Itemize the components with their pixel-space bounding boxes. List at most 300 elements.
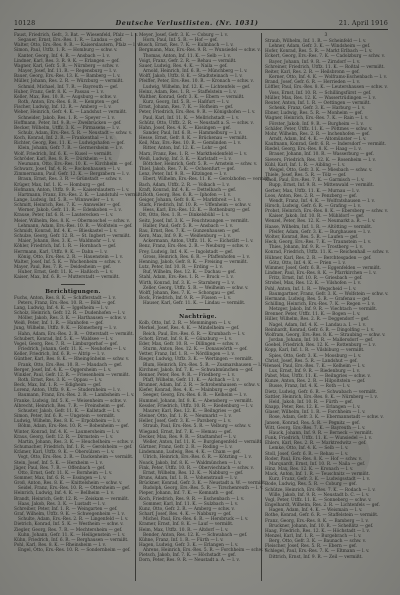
entry-line: Schenk, Franz, Gefr. 3. K. — Harburg — l. v. xyxy=(269,106,366,112)
entry-line: Schmid, Michael, Inf. 7. R. — Bayreuth — gef. xyxy=(18,84,119,90)
entry-line: Brand, Josef, Gefr. 6. R. — Herrieden — l. v. xyxy=(265,80,361,86)
entry-line: Benz, Franz, Ers.-Res. 2. R. — Neuburg — schw. v. xyxy=(139,244,249,250)
entry-line: Stein, Josef, Inf. 5. K. — Herxheim — l. v. xyxy=(14,460,103,466)
entry-line: Haller, Paul, Gefr. 5. R. — Ansbach — l. v. xyxy=(143,223,234,229)
entry-line: Becker, Wilhelm, Utffz. 3. K. — Pirmasens — l. v. xyxy=(14,125,120,131)
entry-line: Hübner, Karl, Res. 2. R. — Berchtesgaden — gef. xyxy=(265,255,372,261)
entry-line: Fink, Peter, Utffz. 10. R. — Oberviechtach — schw. v. xyxy=(139,465,254,471)
entry-line: Böhm, Adam, Ers.-Res. 10. R. — Bobenheim — gef. xyxy=(18,424,129,430)
entry-line: Wagner, Karl, Gefr. 5. R. — Nürnberg — schw. v. xyxy=(14,63,119,69)
entry-line: Kiefer, Konrad, Res. 4. K. — Mainburg — gef. xyxy=(139,388,238,394)
entry-line: Huber, Franz, Gefr. 8. K. — Passau — l. v. xyxy=(14,89,104,95)
entry-line: Hoffmann, Peter, Inf. 9. R. — Zweibrücken — gef. xyxy=(14,120,122,126)
entry-line: Dittrich, Ernst, Inf. 9. R. — Zeil — vermißt. xyxy=(269,554,363,560)
entry-line: Lindner, Paul, Ers.-Res. 8. K. — Pfarrkirchen — l. v. xyxy=(265,271,377,277)
entry-line: Kraft, Konrad, Inf. 4. K. — Dettelbach — gef. xyxy=(139,187,237,193)
entry-line: Wirth, Konrad, Inf. 3. K. — Starnberg — l. v. xyxy=(139,280,235,286)
entry-line: Horn, Paul, Inf. 5. R. — Hof — gef. xyxy=(143,38,218,44)
entry-line: Reich, Paul, Ers.-Res. 6. R. — Krumbach — l. v. xyxy=(143,331,246,337)
entry-line: Ruf, Wilhelm, Res. 12. K. — Dachau — gef. xyxy=(143,270,236,276)
entry-line: Mayer, Paul, Res. 7. R. — Deidesheim — gef. xyxy=(14,265,111,271)
entry-line: Sauer, Ludwig, Res. 4. K. — Naila — gef. xyxy=(139,63,228,69)
entry-line: Roth, Ernst, Res. 3. K. — Oppau — l. v. xyxy=(18,378,103,383)
entry-line: Pieper, Johann, Inf. 7. K. — Kemnath — gef. xyxy=(139,491,234,497)
entry-line: Roth, Georg, Res. 6. R. — Iphofen — l. v. xyxy=(143,192,232,198)
entry-line: Rupp, Ernst, Inf. 9. R. — Mittenwald — vermißt. xyxy=(269,183,374,189)
entry-line: Nagel, Adam, Inf. 4. K. — Landau a. I. — l. v. xyxy=(269,322,367,328)
entry-line: Schumacher, Friedrich, Inf. 1. R. — Gerolsheim — gef. xyxy=(14,445,133,451)
entry-line: Berger, Josef, Inf. 4. K. — Oggersheim — l. v. xyxy=(14,367,112,373)
entry-line: Ritter, Anton, Inf. 12. K. — Lohr — gef. xyxy=(143,146,228,152)
entry-line: Müller, Johann, Res. 2. R. — Würzburg — vermißt. xyxy=(14,79,124,85)
entry-line: Kolb, Otto, Inf. 2. R. — Memmingen — l. v. xyxy=(139,321,232,327)
entry-line: Riedel, Georg, Ers.-Res. 8. K. — Haag — l. v. xyxy=(265,147,362,153)
entry-line: Blum, Heinrich, Ers.-Res. 5. R. — Zusmarshausen — l. v. xyxy=(143,362,266,368)
entry-line: Wagner, Heinrich, Ers.-Res. 7. K. — Rain — l. v. xyxy=(265,116,369,122)
entry-line: Decker, Max, Res. 9. R. — Stadtamhof — l. v. xyxy=(139,434,237,440)
entry-line: Weigel, Otto, Gefr. 3. K. — Miesbach — schw. v. xyxy=(269,167,373,173)
entry-line: Hauck, Johann, Inf. 9. R. — Berneck — vermißt. xyxy=(269,430,373,436)
entry-line: Stoll, Josef, Gefr. 6. R. — Rehau — l. v. xyxy=(265,451,349,457)
entry-line: Goebel, Friedrich, Res. 12. K. — Rottenburg — l. v. xyxy=(265,343,376,349)
entry-line: Winter, Konrad, Inf. 4. K. — Laumersheim — l. v. xyxy=(14,429,120,435)
entry-line: Frank, Otto, Ers.-Res. 10. R. — Maudach — gef. xyxy=(18,362,123,368)
entry-line: Albrecht, Heinrich, Res. 7. R. — Freinsheim — gef. xyxy=(14,403,125,409)
entry-line: Graf, Wilhelm, Utffz. 9. K. — Schwegenheim — l. v. xyxy=(14,512,125,518)
entry-line: Knoll, Paul, Ers.-Res. 7. K. — Garmisch — l. v. xyxy=(265,178,365,184)
entry-line: Weller, Anton, Inf. 11. K. — Burglengenfeld — vermißt. xyxy=(143,439,263,445)
entry-line: Ott, Otto, Res. 1. R. — Dinkelsbühl — l. v. xyxy=(139,213,230,219)
entry-line: Dorn, Peter, Res. 9. R. — Neustadt a. A. — l. v. xyxy=(139,558,240,564)
entry-line: Haas, Jakob, Res. 3. K. — Lustadt — l. v. xyxy=(18,501,106,507)
entry-line: Stahl, Adam, Ers.-Res. 1. R. — Bruck — l. v. xyxy=(139,275,234,281)
entry-line: Wimmer, Josef, Gefr. 6. R. — Eggenfelden — vermißt. xyxy=(265,265,381,271)
entry-line: Winkler, Paul, Gefr. 12. R. — Friesenheim — vermißt. xyxy=(14,372,130,378)
entry-line: Stark, Friedrich, Inf. 10. R. — Uffenheim — schw. v. xyxy=(139,203,252,209)
entry-line: Voigt, Franz, Gefr. 2. R. — Rehau — vermißt. xyxy=(139,58,237,64)
entry-line: Maier, Johann, Res. 3. K. — Waldmohr — l. v. xyxy=(18,239,116,245)
entry-line: Sturm, Anton, Res. 12. K. — Donauwörth — gef. xyxy=(143,347,248,353)
entry-line: Mayer, Josef, Inf. 11. R. — Regensburg — l. v. xyxy=(18,69,117,75)
entry-line: Brunner, Adam, Inf. 2. R. — Schrobenhausen — schw. v. xyxy=(139,383,261,389)
entry-line: Brückner, Konrad, Gefr. 3. K. — Neustadt a. W. — vermißt. xyxy=(139,481,267,487)
entry-line: Wolff, Johann, Res. 7. K. — Schongau — gef. xyxy=(139,290,236,296)
entry-line: Neumann, Otto, Ers.-Res. 10. K. — Kirchheim — gef. xyxy=(18,161,133,167)
entry-line: Bergmann, Max, Ers.-Res. 9. R. — Wunsiedel — schw. v. xyxy=(139,48,261,54)
entry-line: Rudolph, Georg, Ers.-Res. 5. R. — Tirschenreuth — l. v. xyxy=(143,486,264,492)
entry-line: Otto, Ernst, Gefr. 11. K. — Bornheim — l. v. xyxy=(18,470,113,476)
entry-line: Kramer, Ernst, Inf. 8. K. — Lauf — vermißt. xyxy=(139,522,234,528)
entry-line: Simon, Peter, Inf. 6. R. — Ungstein — vermißt. xyxy=(14,414,116,420)
entry-line: Arnold, Heinrich, Inf. 6. R. — Münchberg — l. v. xyxy=(143,69,248,75)
entry-line: Wendt, Franz, Inf. 4. K. — Wolfratshausen — l. v. xyxy=(269,198,375,204)
entry-line: Reiter, Karl, Res. 2. R. — Heilsbronn — gef. xyxy=(265,69,360,75)
entry-line: Wolfram, Georg, Ers.-Res. 8. K. — Straubing — schw. v. xyxy=(265,332,386,338)
entry-line: Hermann, Ludwig, Res. 5. R. — Grafenau — gef. xyxy=(265,296,371,302)
entry-line: Brauer, Johann, Inf. 10. R. — Wasserburg — gef. xyxy=(269,152,374,158)
entry-line: Baumann, Franz, Ers.-Res. 2. R. — Lambsheim — l. v. xyxy=(18,393,135,399)
entry-line: Knapp, Peter, Res. 12. K. — Erlangen — l. v. xyxy=(265,405,361,411)
entry-line: Seitz, Josef, Inf. 3. K. — Feuchtwangen — vermißt. xyxy=(139,218,250,224)
entry-line: Lenz, Peter, Inf. 9. R. — Kitzingen — l. v. xyxy=(139,172,227,178)
entry-line: Brandt, Heinrich, Gefr. 12. R. — Zeiskam — vermißt. xyxy=(14,496,130,502)
entry-line: Lux, Ernst, Inf. 9. R. — Riedenburg — l. v. xyxy=(269,369,361,374)
entry-line: Brenner, Peter, Utffz. 11. K. — Bogen — l. v. xyxy=(265,312,361,318)
entry-line: Vogel, Georg, Res. 7. R. — Limburgerhof — gef. xyxy=(14,341,118,347)
entry-line: Löffler, Paul, Ers.-Res. 8. K. — Leutershausen — schw. v. xyxy=(265,85,388,91)
entry-line: Busch, Ernst, Res. 7. K. — Kulmbach — l. v. xyxy=(139,43,234,49)
entry-line: Schmitt, Heinrich, Res. 7. K. — Annweiler — gef. xyxy=(14,203,121,209)
entry-line: Voss, Ernst, Inf. 10. R. — Schillingsfürst — gef. xyxy=(269,90,372,96)
entry-line: Schulz, Adam, Ers.-Res. 5. R. — Neustadt — schw. v. xyxy=(18,130,133,136)
entry-line: Schott, Ernst, Inf. 8. K. — Günzburg — l. v. xyxy=(139,336,233,342)
entry-line: Haag, Friedrich, Res. 12. K. — Höchstadt — l. v. xyxy=(265,528,370,534)
entry-line: Noack, Jakob, Inf. 8. K. — Waldmünchen — l. v. xyxy=(139,460,242,466)
entry-line: Pfaff, Wilhelm, Gefr. 11. K. — Aichach — l. v. xyxy=(143,378,240,383)
entry-line: Bock, Friedrich, Inf. 9. R. — Füssen — l. v. xyxy=(139,295,232,301)
entry-line: Hagen, Ludwig, Gefr. 3. K. — Erlangen — l. v. xyxy=(139,543,239,548)
entry-line: Schuster, Jakob, Gefr. 11. K. — Kallstadt — l. v. xyxy=(18,408,121,414)
entry-line: Arndt, Adam, Inf. 4. K. — Altomünster — l. v. xyxy=(269,136,367,142)
issue-date: 21. April 1916 xyxy=(338,19,388,27)
entry-line: Hesse, Ernst, Gefr. 8. K. — Brückenau — vermißt. xyxy=(139,136,248,142)
entry-line: Scharf, Josef, Res. 4. K. — Nabburg — gef. xyxy=(139,512,232,518)
entry-line: Pfeiffer, Peter, Ers.-Res. 10. R. — Kronach — schw. v. xyxy=(139,79,254,85)
entry-line: Hauser, Karl, Gefr. 11. K. — Lindau — vermißt. xyxy=(143,301,246,307)
entry-line: Böttcher, Heinrich, Gefr. 5. R. — Arnstein — schw. v. xyxy=(143,161,258,167)
entry-line: Kern, Max, Inf. 9. R. — Weißenburg — l. v. xyxy=(139,234,231,240)
entry-line: Maurer, Karl, Res. 12. K. — Beilngries — gef. xyxy=(143,408,242,414)
entry-line: Ludwig, Wilhelm, Inf. 12. K. — Lichtenfels — gef. xyxy=(143,84,251,90)
entry-line: Henning, Jakob, Gefr. 8. K. — Freising — vermißt. xyxy=(139,259,248,265)
entry-line: Friedrich, Johann, Gefr. 11. K. — Neuhofen — l. v. xyxy=(18,347,127,353)
entry-line: Christ, Josef, Res. 5. R. — Landshut — gef. xyxy=(265,358,358,364)
entry-line: Thies, Johann, Inf. 9. R. — Trostberg — l. v. xyxy=(269,245,364,251)
entry-line: Sommer, Max, Inf. 6. R. — Essingen — l. v. xyxy=(14,475,107,481)
page-number: 10128 xyxy=(14,19,36,27)
entry-line: Schmidt, Konrad, Inf. 4. K. — Blieskastel — l. v. xyxy=(14,228,118,234)
entry-line: Rose, Adam, Gefr. 3. K. — Ebermannstadt — schw. v. xyxy=(269,415,384,421)
entry-line: Schröder, Karl, Res. 8. R. — Dürkheim — l. v. xyxy=(14,156,113,162)
entry-line: Ernst, Johann, Res. 7. K. — Hofheim — gef. xyxy=(139,105,234,111)
entry-line: Faust, Friedrich, Gefr., 3. Bat. — Wiesenfeld, Pfalz — l. v. xyxy=(14,33,139,38)
entry-line: Paul, Karl, Inf. 11. K. — Mellrichstadt — l. v. xyxy=(143,115,240,121)
entry-line: Hahn, Adam, Ers.-Res. 2. R. — Otterstadt — vermißt. xyxy=(18,331,134,337)
entry-line: Walter, Otto, Ers.-Res. 9. R. — Kaiserslautern, Pfalz — l. v. xyxy=(14,43,141,49)
entry-line: Simon, Paul, Utffz. 1. R. — Homburg — schw. v. xyxy=(14,48,118,54)
entry-line: Bauer, Georg, Ers.-Res. 13. K. — Bamberg — l. v. xyxy=(14,74,121,80)
entry-line: Loos, Anton, Res. 2. R. — Penzberg — gef. xyxy=(265,193,357,199)
entry-line: Hinz, Max, Res. 12. K. — Kronach — l. v. xyxy=(265,466,354,472)
entry-line: Peter, Friedrich, Ers.-Res. 9. R. — Königshofen — l. v. xyxy=(139,110,256,116)
entry-line: Held, Jakob, Inf. 10. R. — Fürth — gef. xyxy=(269,399,353,405)
entry-line: Rieger, Ludwig, Utffz. 3. K. — Wertingen — vermißt. xyxy=(139,357,254,363)
entry-line: Braun, Ernst, Res. 3. R. — Grünstadt — schw. v. xyxy=(18,177,123,183)
entry-line: Scholz, Heinrich, Gefr. 12. R. — Dudenhofen — l. v. xyxy=(14,310,126,316)
entry-line: Roder, Paul, Ers.-Res. 8. K. — Hof — schw. v. xyxy=(265,456,363,462)
entry-line: Bruckner, Johann, Inf. 10. R. — Scheßlitz — gef. xyxy=(269,523,374,529)
column-divider xyxy=(261,33,262,581)
entry-line: Götz, Otto, Inf. 4. K. — Prien — l. v. xyxy=(269,260,346,266)
entry-line: Hofer, Konrad, Res. 5. R. — Markt Erlbach — l. v. xyxy=(265,49,373,55)
entry-line: Steiner, Otto, Inf. 1. R. — Neumarkt — l. v. xyxy=(139,414,232,420)
entry-line: Michel, Paul, Ers.-Res. 6. R. — Hersbruck — l. v. xyxy=(143,517,249,523)
column-index-number: 3 xyxy=(324,33,328,38)
entry-line: Heller, Josef, Gefr. 3. K. — Parsberg — l. v. xyxy=(139,419,232,425)
entry-line: Reuter, Anton, Inf. 1. R. — Oettingen — vermißt. xyxy=(265,100,371,106)
entry-line: Merkel, Josef, Res. 4. K. — Mindelheim — gef. xyxy=(139,326,240,332)
entry-line: Lorenz, Anton, Utffz. 9. K. — Studernheim — l. v. xyxy=(14,388,121,394)
entry-line: Kanter, Georg, Inf. 4. R. — Ansbach — l. v. xyxy=(18,53,110,59)
publication-title: Deutsche Verlustlisten. (Nr. 1031) xyxy=(115,19,259,27)
entry-line: Meyer, Josef, Gefr. 3. K. — Coburg — l. v. xyxy=(139,33,229,38)
entry-line: Ziegler, Georg, Res. 7. R. — Mechtersheim — gef. xyxy=(14,527,123,533)
entry-line: Sattler, Heinrich, Ers.-Res. 8. K. — Nürnberg — l. v. xyxy=(265,394,378,400)
entry-line: Pietsch, Jakob, Inf. 7. K. — Höchstadt — gef. xyxy=(139,553,236,559)
entry-line: Wille, Jakob, Inf. 9. R. — Neustadt b. C. — l. v. xyxy=(269,492,370,498)
entry-line: Heim, Max, Utffz. 10. R. — Altdorf — l. v. xyxy=(139,527,229,533)
entry-line: Franke, Ludwig, Inf. 5. K. — Weisenheim — schw. v. xyxy=(14,398,127,404)
entry-line: Straub, Paul, Ers.-Res. 5. R. — Velburg — schw. v. xyxy=(143,424,252,430)
entry-line: Müller, Max, Res. 12. K. — Wassertrüdingen — l. v. xyxy=(265,95,376,101)
entry-line: Kopp, Karl, Inf. 1. R. — Vilsbiburg — vermißt. xyxy=(265,348,365,354)
entry-line: Ebert, Wilhelm, Ers.-Res. 11. K. — Gerolzhofen — vermißt. xyxy=(143,177,272,183)
section-title: Berichtigungen. xyxy=(45,288,101,295)
header-rule xyxy=(14,29,388,30)
entry-line: Keller, Friedrich, Inf. 6. R. — Altrip — l. v. xyxy=(14,352,105,358)
entry-line: Strobel, Max, Res. 12. K. — Vilshofen — l. v. xyxy=(265,281,361,287)
entry-line: Herrmann, Karl, Utffz. 9. K. — Dahn — l. v. xyxy=(14,249,108,255)
entry-line: Eckert, Georg, Ers.-Res. 7. K. — Cadolzburg — schw. v. xyxy=(265,54,386,60)
entry-line: Lindemann, Ludwig, Res. 4. K. — Cham — gef. xyxy=(139,450,241,456)
entry-line: Heck, Georg, Ers.-Res. 7. K. — Traunstein — l. v. xyxy=(265,240,372,246)
entry-line: Metzger, Jakob, Inf. 9. R. — Viechtach — vermißt. xyxy=(269,307,378,313)
entry-line: Hiller, Wilhelm, Res. 2. R. — Deggendorf — gef. xyxy=(265,317,370,323)
entry-line: Lemke, Otto, Inf. 4. K. — Selb — l. v. xyxy=(269,446,349,452)
entry-line: Thiele, Josef, Res. 5. R. — Tölz — gef. xyxy=(265,173,347,179)
entry-line: Zimmermann, Paul, Gefr. 12. K. — Bergzabern — l. v. xyxy=(14,172,130,178)
entry-line: Pfeifer, Adam, Gefr. 3. K. — Burghausen — l. v. xyxy=(269,229,371,235)
entry-line: Hummel, Johann, Inf. 8. K. — Abensberg — vermißt. xyxy=(139,398,253,404)
entry-line: Jäger, Paul, Res. 7. R. — Offenbach — gef. xyxy=(14,465,106,471)
entry-line: Hensel, Paul, Ers.-Res. 7. K. — Kelheim — l. v. xyxy=(265,363,366,369)
entry-line: Zeller, Georg, Utffz. 5. R. — Weilheim — schw. v. xyxy=(143,285,249,291)
entry-line: Marx, Franz, Res. 1. R. — Marktheidenfeld — l. v. xyxy=(139,151,248,157)
entry-line: Gross, Heinrich, Res. 6. R. — Pfaffenhofen — l. v. xyxy=(143,254,250,260)
entry-line: Hahn, Josef, Res. 4. K. — Kissingen — gef. xyxy=(139,125,231,131)
entry-line: Krämer, Karl, Utffz. 9. K. — Obersülzen — l. v. xyxy=(14,450,115,456)
entry-line: Kunze, Anton, Res. 2. R. — Hilpoltstein — gef. xyxy=(265,379,366,385)
column-3 xyxy=(265,33,390,581)
entry-line: Rau, Ernst, Res. 7. K. — Gunzenhausen — gef. xyxy=(139,228,241,234)
entry-line: Schütz, Otto, Utffz. 2. R. — Neustadt a. S. — schw. v. xyxy=(139,120,254,126)
entry-line: Konrad, Friedrich, Utffz. 11. K. — Reichenhall — schw. v. xyxy=(265,250,390,256)
entry-line: Engelhardt, Wilhelm, Res. 2. R. — Lichtenfels — gef. xyxy=(265,503,380,509)
entry-line: Hagen, Adam, Inf. 4. K. — Weismain — l. v. xyxy=(269,508,363,514)
page-header xyxy=(14,17,388,29)
entry-line: Schreiber, Peter, Inf. 1. R. — Weingarten — gef. xyxy=(14,506,118,512)
entry-line: Thiel, Jakob, Res. 7. K. — Ochsenfurt — gef. xyxy=(139,167,235,173)
entry-line: Walter, Josef, Inf. 5. K. — Wachenheim — schw. v. xyxy=(14,259,121,265)
entry-line: Rothe, Konrad, Gefr. 6. R. — Staffelstein — vermißt. xyxy=(265,513,379,519)
entry-line: Bach, Adam, Utffz. 2. R. — Volkach — l. v. xyxy=(139,182,230,188)
entry-line: Ulrich, Heinrich, Ers.-Res. 6. R. — Kötzting — l. v. xyxy=(143,455,252,461)
entry-line: Lehmann, Adam, Ers.-Res. 10. R. — Wolfstein — gef. xyxy=(18,223,133,229)
entry-line: Kessler, Friedrich, Utffz. 10. R. — Riedenburg — l. v. xyxy=(139,403,254,409)
entry-line: Ernst, Wilhelm, Res. 12. K. — Nabburg — gef. xyxy=(143,470,244,476)
entry-line: Hartmann, Franz, Ers.-Res. 2. K. — Landstuhl — vermißt. xyxy=(18,192,144,198)
entry-line: Schneider, Jakob, Res. 1. R. — Speyer — l. v. xyxy=(18,115,115,121)
entry-line: Walther, Konrad, Gefr. 3. K. — Ebern — vermißt. xyxy=(139,94,245,100)
entry-line: Vetter, Franz, Inf. 1. R. — Nördlingen — l. v. xyxy=(139,352,235,358)
entry-line: Geiger, Johann, Gefr. 8. K. — Marktbreit — l. v. xyxy=(139,198,242,203)
entry-line: Bode, Ludwig, Res. 5. R. — Coburg — gef. xyxy=(265,482,357,488)
entry-line: Krause, Peter, Inf. 6. R. — Lauterecken — l. v. xyxy=(14,213,114,219)
column-1 xyxy=(14,33,144,581)
entry-line: Schulze, Georg, Gefr. 12. R. — St. Ingbert — vermißt. xyxy=(14,234,131,240)
entry-line: Pabst, Max, Utffz. 11. K. — Beilngries — schw. v. xyxy=(265,374,371,380)
entry-line: Martin, Johann, Res. 3. K. — Heuchelheim — schw. v. xyxy=(18,439,134,445)
entry-line: Keller, Max, Res. 10. R. — Augsburg — schw. v. xyxy=(14,94,117,100)
entry-line: Jansen, Konrad, Res. 5. R. — Pegnitz — gef. xyxy=(265,420,360,426)
entry-line: Roth, Anton, Ers.-Res. 6. R. — Kempten — gef. xyxy=(18,100,120,106)
entry-line: Renner, Peter, Res. 9. R. — Friedberg — l. v. xyxy=(139,372,236,378)
entry-line: Berg, Otto, Gefr. 3. K. — Baunach — schw. v. xyxy=(269,539,367,545)
entry-line: Kirchner, Jakob, Inf. 7. K. — Schwabmünchen — gef. xyxy=(139,367,254,373)
entry-line: Thomas, Anton, Inf. 11. K. — Selb — l. v. xyxy=(143,53,231,59)
entry-line: Hirsch, Ludwig, Gefr. 6. R. — Grafing — l. v. xyxy=(265,204,362,209)
entry-line: Schwarz, Josef, Inf. 4. R. — Rockenhausen — l. v. xyxy=(14,167,121,173)
entry-line: Schlegel, Paul, Ers.-Res. 7. K. — Eltmann — l. v. xyxy=(265,549,370,555)
entry-line: Kaufmann, Konrad, Gefr. 6. R. — Indersdorf — vermißt. xyxy=(265,142,387,148)
entry-line: Weiß, Peter, Inf. 1. R. — Hanhofen — gef. xyxy=(14,321,104,327)
entry-line: Kühl, Karl, Inf. 1. R. — Aibling — l. v. xyxy=(265,162,346,168)
entry-line: Weiß, Ludwig, Inf. 3. K. — Karlstadt — l. v. xyxy=(139,156,232,162)
entry-line: Wenzel, Peter, Res. 12. K. — Neumarkt a. R. — l. v. xyxy=(265,219,376,225)
entry-line: Gerber, Max, Utffz. 11. K. — Murnau — l. v. xyxy=(265,188,360,194)
entry-line: Eder, Max, Gefr. 10. R. — Dillingen — schw. v. xyxy=(139,341,239,347)
entry-line: Spies, Otto, Gefr. 3. K. — Moosburg — l. v. xyxy=(269,353,362,359)
entry-line: Franz, Georg, Ers.-Res. 8. K. — Bamberg — l. v. xyxy=(265,518,369,524)
entry-line: Sommer, Karl, Inf. 11. K. — Sulzbach — l. v. xyxy=(143,501,239,507)
entry-line: Engel, Otto, Ers.-Res. 10. R. — Sondernheim — gef. xyxy=(18,548,131,554)
entry-line: Sander, Paul, Inf. 6. R. — Hammelburg — l. v. xyxy=(143,130,242,136)
entry-line: Peters, Franz, Ers.-Res. 10. R. — Böhl — gef. xyxy=(18,300,116,306)
entry-line: Ahrens, Heinrich, Ers.-Res. 5. R. — Forchheim — schw. v. xyxy=(143,548,268,554)
entry-line: Gärtner, Franz, Gefr. 2. R. — Roding — l. v. xyxy=(139,445,233,451)
entry-line: Huber, Ernst, Gefr. 11. K. — Haßloch — l. v. xyxy=(18,270,114,276)
entry-line: Ebner, Ludwig, Res. 5. R. — Monheim — gef. xyxy=(265,111,363,117)
entry-line: Groß, Anton, Res. 8. K. — Knittelsheim — schw. v. xyxy=(14,481,123,487)
entry-line: Frey, Ludwig, Inf. 4. K. — Ingolstadt — gef. xyxy=(139,249,234,255)
entry-line: Werner, Jakob, Gefr. 11. R. — Edenkoben — l. v. xyxy=(18,208,122,214)
entry-line: Bayer, Johann, Inf. 9. R. — Zirndorf — l. v. xyxy=(269,59,361,65)
entry-line: Günther, Karl, Res. 8. K. — Rheingönheim — schw. v. xyxy=(14,357,130,363)
section-rule xyxy=(186,309,210,310)
entry-line: Dietrich, Konrad, Inf. 5. K. — Westheim — schw. v. xyxy=(14,522,124,528)
entry-line: Köhler, Friedrich, Inf. 1. R. — Hornbach — gef. xyxy=(14,244,117,250)
entry-line: Wiegand, Ernst, Inf. 7. K. — Hemau — gef. xyxy=(139,429,232,435)
entry-line: Funk, Friedrich, Utffz. 11. K. — Wunsiedel — l. v. xyxy=(265,436,373,442)
entry-line: Lutz, Peter, Inf. 10. R. — Erding — l. v. xyxy=(139,265,223,271)
entry-line: Glaser, Wilhelm, Inf. 1. R. — Forchheim — l. v. xyxy=(265,410,366,416)
entry-line: Beck, Max, Inf. 1. R. — Edigheim — gef. xyxy=(14,383,102,389)
entry-line: Mohr, Wilhelm, Res. 2. R. — Inchenhofen — gef. xyxy=(265,131,370,137)
entry-line: Wolff, Jakob, Utffz. 8. K. — Stadtsteinach — l. v. xyxy=(139,74,243,80)
entry-line: Richter, Georg, Res. 11. K. — Ludwigshafen — gef. xyxy=(14,141,125,147)
entry-line: Kunz, Otto, Gefr. 2. R. — Amberg — schw. v. xyxy=(139,506,235,512)
entry-line: Kerner, Otto, Inf. 4. K. — Wolframs-Eschenbach — l. v. xyxy=(269,75,388,81)
entry-line: Wolter, Konrad, Res. 5. R. — Laufen — gef. xyxy=(265,234,359,240)
entry-line: Baumgartner, Franz, Gefr. 3. K. — Wolfstein — schw. v. xyxy=(269,291,389,297)
entry-line: Mack, Anton, Inf. 1. R. — Teuschnitz — vermißt. xyxy=(265,472,370,478)
entry-line: Klein, Johann, Gefr. 7. R. — Germersheim — l. v. xyxy=(18,146,123,152)
entry-line: Kühne, Franz, Inf. 1. R. — Fürth — l. v. xyxy=(139,537,224,543)
entry-line: Haase, Wilhelm, Inf. 1. R. — Altötting — vermißt. xyxy=(265,224,373,230)
entry-line: Pohl, Karl, Res. 8. K. — Rheinsheim — l. v. xyxy=(14,543,106,548)
entry-line: Sievers, Friedrich, Res. 12. K. — Rosenheim — l. v. xyxy=(265,157,376,163)
entry-line: Vogl, Peter, Utffz. 11. K. — Sonneberg — schw. v. xyxy=(265,497,372,503)
entry-line: Kurz, Franz, Gefr. 3. K. — Ludwigsstadt — l. v. xyxy=(269,477,371,483)
entry-line: Koch, Konrad, Inf. 2. R. — Frankenthal — l. v. xyxy=(14,136,113,142)
entry-line: Lange, Ludwig, Inf. 5. R. — Winnweiler — l. v. xyxy=(14,198,115,203)
entry-line: Heinz, Adam, Res. 1. R. — Staffelstein — l. v. xyxy=(139,89,237,95)
entry-line: Kuhn, Johann, Gefr. 11. K. — Heiligenstein — l. v. xyxy=(18,532,126,538)
entry-line: Seidel, Franz, Ers.-Res. 10. R. — Ottersheim — gef. xyxy=(18,486,131,492)
entry-line: Schubert, Konrad, Inf. 5. K. — Waldsee — l. v. xyxy=(14,336,114,342)
entry-line: Reinhardt, Konrad, Gefr. 6. R. — Dingolfing — l. v. xyxy=(265,327,375,333)
entry-line: Probst, Heinrich, Ers.-Res. 8. K. — Ebersberg — schw. v. xyxy=(265,209,389,215)
entry-line: Schulte, Adam, Ers.-Res. 2. R. — Lingenfeld — l. v. xyxy=(18,517,129,523)
entry-line: Hofmann, Anton, Utffz. 9. R. — Kaiserslautern — l. v. xyxy=(14,187,130,193)
entry-line: Busse, Franz, Inf. 4. K. — Roth — l. v. xyxy=(269,384,351,390)
entry-line: Pohl, Anton, Inf. 1. R. — Wegscheid — l. v. xyxy=(265,286,357,292)
entry-line: Krüger, Max, Inf. 1. K. — Homburg — gef. xyxy=(14,182,106,188)
entry-line: Fleischer, Josef, Res. 5. R. — Ebern — gef. xyxy=(265,544,357,550)
entry-line: Lindner, Karl, Res. 3. R. 9. K. — Erlangen — gef. xyxy=(14,58,120,64)
entry-line: Straub, Wilhelm, Inf. 1. R. — Scheinfeld — l. v. xyxy=(265,39,367,44)
entry-line: Koch, Friedrich, Res. 9. R. — Eschenbach — l. v. xyxy=(139,496,245,502)
entry-line: Kurz, Georg, Inf. 5. R. — Haßfurt — l. v. xyxy=(143,100,230,106)
entry-line: Schütze, Heinrich, Ers.-Res. 7. K. — Rodach — l. v. xyxy=(265,487,376,493)
entry-line: Ludwig, Wilhelm, Res. 8. K. — Erpolzheim — l. v. xyxy=(14,419,121,425)
entry-line: Heinrich, Ludwig, Inf. 4. K. — Bellheim — l. v. xyxy=(14,491,115,497)
column-2 xyxy=(139,33,272,581)
entry-line: Kraus, Georg, Gefr. 12. R. — Dirmstein — l. v. xyxy=(14,434,114,440)
entry-line: Fischer, Ludwig, Inf. 12. R. — Amberg — l. v. xyxy=(14,105,112,111)
entry-line: Dietz, Ludwig, Gefr. 6. R. — Schwabach — vermißt. xyxy=(265,389,378,395)
entry-line: Lehner, Adam, Gefr. 3. K. — Windsheim — gef. xyxy=(269,44,371,50)
entry-line: Schäfer, Peter, Utffz. 11. K. — Pöttmes — schw. v. xyxy=(265,126,373,132)
entry-line: Jung, Wilhelm, Utffz. 9. K. — Römerberg — l. v. xyxy=(14,326,117,332)
entry-line: Keil, Max, Ers.-Res. 10. R. — Gemünden — l. v. xyxy=(139,141,242,147)
entry-line: Wolf, Friedrich, Inf. 6. K. — Kusel — vermißt. xyxy=(14,151,113,157)
entry-line: Weber, Heinrich, Gefr. 4. K. — Landshut — vermißt. xyxy=(14,110,127,116)
entry-line: Kaiser, Max, Inf. 6. R. — Mutterstadt — vermißt. xyxy=(14,275,120,281)
entry-line: Fritz, Ernst, Inf. 10. R. — Griesbach — gef. xyxy=(269,276,363,282)
entry-line: Bender, Anton, Res. 12. K. — Schwabach — gef. xyxy=(143,532,248,538)
column-divider xyxy=(135,33,136,581)
entry-line: Schreiner, Friedrich, Utffz. 11. K. — Roßtal — vermißt. xyxy=(265,64,385,70)
entry-line: Jordan, Johann, Inf. 10. R. — Mallersdorf — gef. xyxy=(269,338,374,344)
entry-line: Schilling, Heinrich, Ers.-Res. 7. K. — Regen — l. v. xyxy=(265,301,375,307)
entry-line: Ackermann, Anton, Utffz. 11. K. — Eichstätt — l. v. xyxy=(143,239,254,245)
entry-line: Bruns, Adam, Inf. 1. R. — Vohenstrauß — l. v. xyxy=(139,475,238,481)
section-rule xyxy=(61,284,85,285)
section-title: Nachträge. xyxy=(179,314,217,321)
entry-line: Lang, Ludwig, Inf. 4. K. — Iggelheim — l. v. xyxy=(14,305,109,311)
entry-line: König, Otto, Ers.-Res. 2. R. — Hauenstein — l. v. xyxy=(18,254,124,260)
